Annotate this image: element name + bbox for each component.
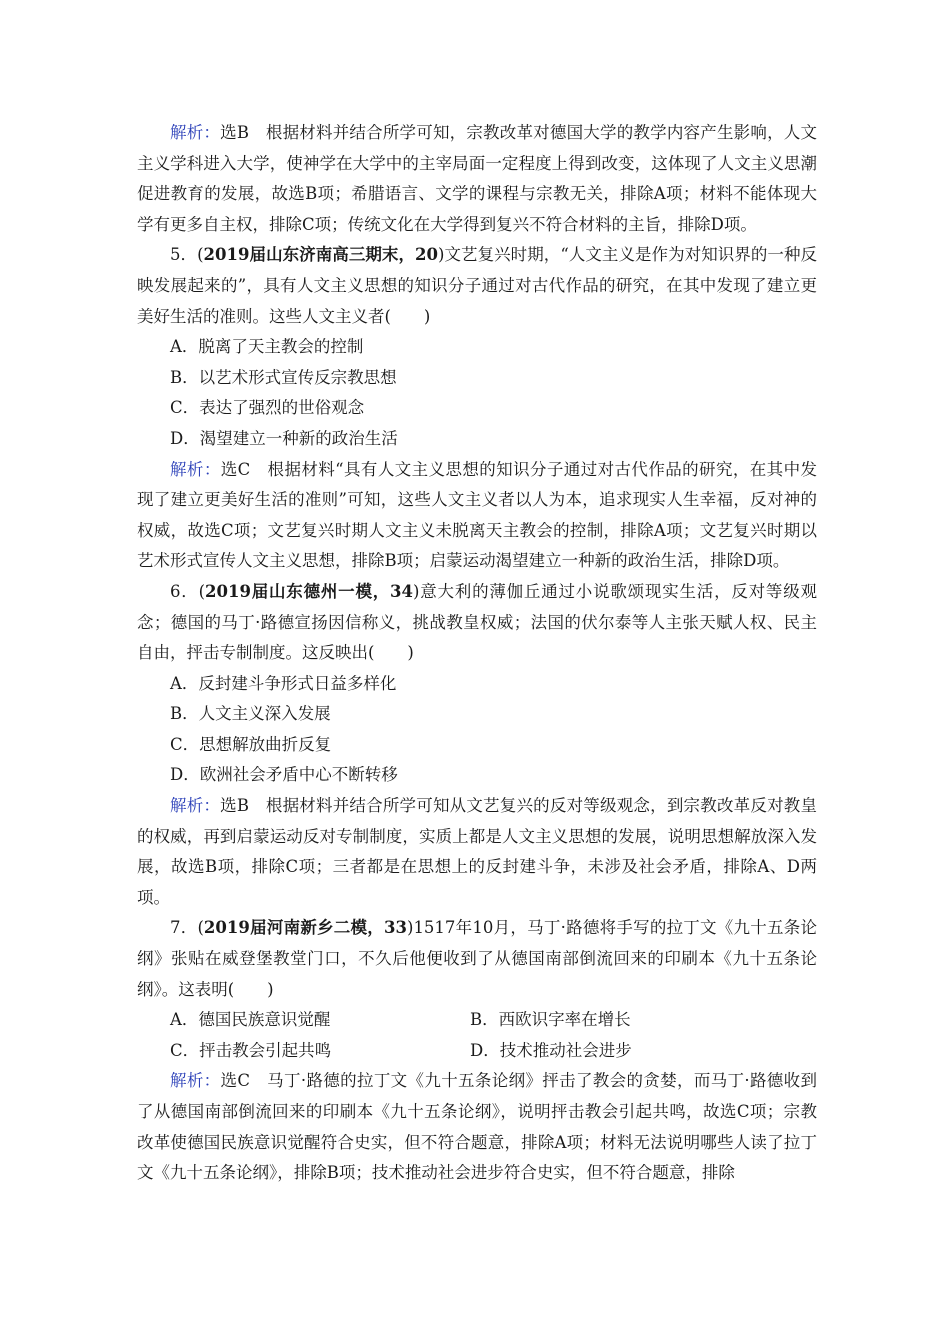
analysis-label: 解析： — [170, 123, 221, 142]
analysis-paragraph — [137, 455, 817, 577]
analysis-paragraph — [137, 118, 817, 240]
question-text: 1517年10月，马丁·路德将手写的拉丁文《九十五条论纲》张贴在威登堡教堂门口，不久后他便收到了从德国南部倒流回来的印刷本《九十五条论纲》。这表明( ) — [137, 918, 818, 999]
option-text: A．反封建斗争形式日益多样化 — [170, 673, 397, 693]
answer-option — [137, 332, 817, 363]
analysis-text: 选B 根据材料并结合所学可知从文艺复兴的反对等级观念，到宗教改革反对教皇的权威，再到启蒙运动反对专制制度，实质上都是人文主义思想的发展，说明思想解放深入发展，故选B项，排除C项；三者都是在思想上的反封建斗争，未涉及社会矛盾，排除A、D两项。 — [137, 796, 817, 907]
question-paragraph — [137, 577, 817, 669]
question-source-close: ) — [437, 245, 445, 265]
analysis-paragraph — [137, 791, 817, 913]
question-text: 意大利的薄伽丘通过小说歌颂现实生活，反对等级观念；德国的马丁·路德宣扬因信称义，挑战教皇权威；法国的伏尔泰等人主张天赋人权、民主自由，抨击专制制度。这反映出( ) — [137, 581, 818, 663]
answer-option-row — [137, 1036, 817, 1067]
analysis-label: 解析： — [170, 1071, 221, 1091]
answer-option — [137, 669, 817, 700]
question-source-close: ) — [407, 918, 414, 938]
option-text: B．人文主义深入发展 — [170, 704, 331, 724]
document-page — [137, 118, 817, 1189]
answer-option-right: B．西欧识字率在增长 — [470, 1010, 631, 1030]
option-text: C．思想解放曲折反复 — [170, 734, 332, 754]
option-text: C．表达了强烈的世俗观念 — [170, 398, 365, 418]
answer-option — [137, 393, 817, 424]
analysis-text: 选B 根据材料并结合所学可知，宗教改革对德国大学的教学内容产生影响，人文主义学科进入大学，使神学在大学中的主宰局面一定程度上得到改变，这体现了人文主义思潮促进教育的发展，故选B项；希腊语言、文学的课程与宗教无关，排除A项；材料不能体现大学有更多自主权，排除C项；传统文化在大学得到复兴不符合材料的主旨，排除D项。 — [137, 123, 817, 234]
answer-option-right: D．技术推动社会进步 — [470, 1040, 632, 1060]
answer-option — [137, 730, 817, 761]
answer-option-left: C．抨击教会引起共鸣 — [170, 1040, 332, 1060]
analysis-label: 解析： — [170, 796, 221, 816]
analysis-paragraph — [137, 1066, 817, 1188]
answer-option-left: A．德国民族意识觉醒 — [170, 1010, 331, 1030]
answer-option — [137, 363, 817, 394]
analysis-text: 选C 根据材料“具有人文主义思想的知识分子通过对古代作品的研究，在其中发现了建立更美好生活的准则”可知，这些人文主义者以人为本，追求现实人生幸福，反对神的权威，故选C项；文艺复兴时期人文主义未脱离天主教会的控制，排除A项；文艺复兴时期以艺术形式宣传人文主义思想，排除B项；启蒙运动渴望建立一种新的政治生活，排除D项。 — [137, 459, 817, 571]
option-text: D．欧洲社会矛盾中心不断转移 — [170, 765, 398, 785]
question-source: 2019届山东德州一模，34 — [205, 581, 413, 601]
analysis-label: 解析： — [170, 459, 221, 479]
question-source: 2019届山东济南高三期末，20 — [203, 245, 438, 265]
answer-option — [137, 424, 817, 455]
question-source-close: ) — [412, 581, 420, 601]
option-text: D．渴望建立一种新的政治生活 — [170, 428, 398, 448]
question-source: 2019届河南新乡二模，33 — [203, 918, 407, 938]
question-text: 文艺复兴时期，“人文主义是作为对知识界的一种反映发展起来的”，具有人文主义思想的知识分子通过对古代作品的研究，在其中发现了建立更美好生活的准则。这些人文主义者( ) — [137, 245, 818, 326]
question-number: 6． — [170, 581, 199, 601]
answer-option — [137, 699, 817, 730]
question-number: 7． — [170, 918, 198, 938]
question-source-open: ( — [197, 245, 204, 265]
option-text: B．以艺术形式宣传反宗教思想 — [170, 367, 397, 387]
option-text: A．脱离了天主教会的控制 — [170, 337, 364, 357]
analysis-text: 选C 马丁·路德的拉丁文《九十五条论纲》抨击了教会的贪婪，而马丁·路德收到了从德国南部倒流回来的印刷本《九十五条论纲》，说明抨击教会引起共鸣，故选C项；宗教改革使德国民族意识觉醒符合史实，但不符合题意，排除A项；材料无法说明哪些人读了拉丁文《九十五条论纲》，排除B项；技术推动社会进步符合史实，但不符合题意，排除 — [137, 1071, 817, 1183]
answer-option-row — [137, 1005, 817, 1036]
question-paragraph — [137, 913, 817, 1005]
question-number: 5． — [170, 245, 198, 265]
question-source-open: ( — [198, 581, 206, 601]
answer-option — [137, 760, 817, 791]
question-paragraph — [137, 240, 817, 332]
question-source-open: ( — [197, 918, 204, 938]
